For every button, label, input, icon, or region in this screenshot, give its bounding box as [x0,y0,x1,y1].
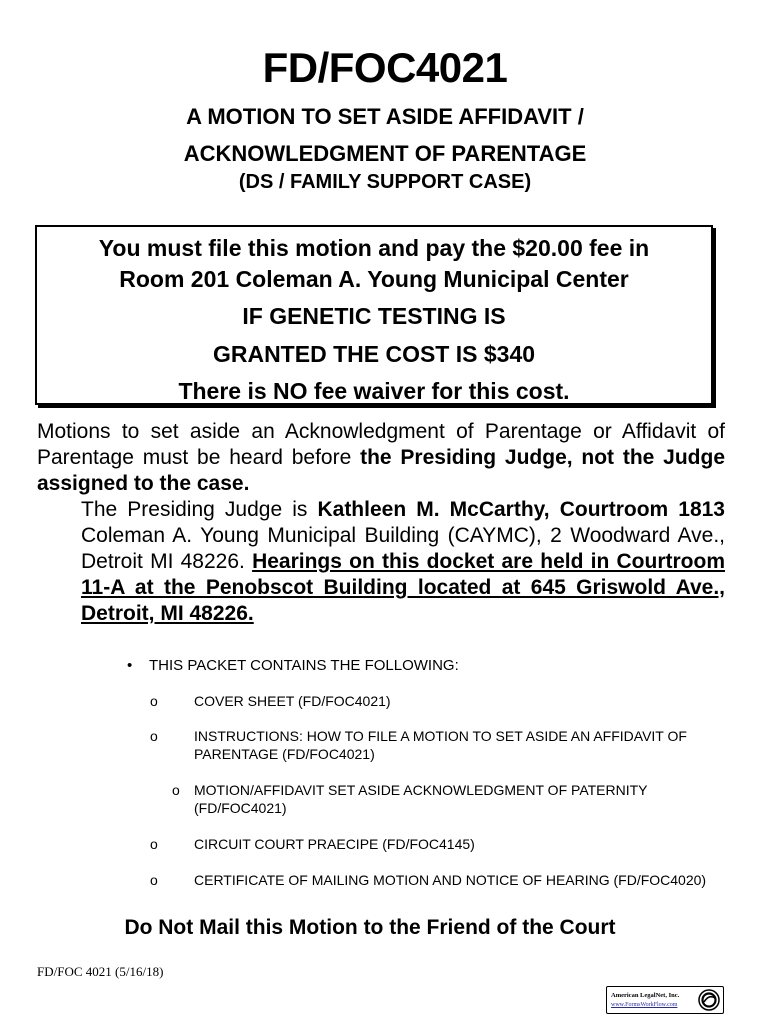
hearing-location: Hearings on this docket are held in Courtroom 11-A at the Penobscot Building located at 645 Griswold Ave., Detroit, MI 48226. [81,550,725,625]
bullet-icon: • [127,657,133,674]
packet-heading-text: THIS PACKET CONTAINS THE FOLLOWING: [149,657,459,674]
title-line-2: ACKNOWLEDGMENT OF PARENTAGE [183,141,587,166]
presiding-judge-paragraph [37,419,725,497]
circle-bullet-icon: o [150,836,158,852]
notice-line-1: You must file this motion and pay the $20.00 fee in [98,235,650,261]
judge-name-courtroom: Kathleen M. McCarthy, Courtroom 1813 [317,498,725,521]
form-revision: FD/FOC 4021 (5/16/18) [37,964,164,979]
publisher-url[interactable]: www.FormsWorkFlow.com [611,1002,678,1008]
notice-line-2: Room 201 Coleman A. Young Municipal Center [119,266,629,292]
fee-notice-box [35,225,713,405]
publisher-stamp [606,986,724,1014]
circle-bullet-icon: o [172,782,180,798]
form-code-title: FD/FOC4021 [262,44,508,91]
paragraph2-part3: Coleman A. Young Municipal Building (CAYMC), 2 Woodward Ave., Detroit MI 48226. [81,524,725,573]
notice-line-4: GRANTED THE COST IS $340 [212,341,536,367]
list-item-text: INSTRUCTIONS: HOW TO FILE A MOTION TO SET ASIDE AN AFFIDAVIT OF PARENTAGE (FD/FOC4021) [194,728,687,762]
list-item-text: MOTION/AFFIDAVIT SET ASIDE ACKNOWLEDGMENT OF PATERNITY (FD/FOC4021) [194,782,648,816]
publisher-name: American LegalNet, Inc. [611,992,680,999]
judge-location-paragraph [81,497,725,627]
notice-line-5: There is NO fee waiver for this cost. [178,378,570,404]
circle-bullet-icon: o [150,872,158,888]
do-not-mail-warning: Do Not Mail this Motion to the Friend of the Court [124,916,616,939]
paragraph2-part1: The Presiding Judge is [81,498,318,521]
circle-bullet-icon: o [150,693,158,709]
publisher-logo-icon [698,989,720,1011]
title-line-1: A MOTION TO SET ASIDE AFFIDAVIT / [186,104,584,129]
paragraph1-bold: the Presiding Judge, not the Judge assigned to the case. [37,446,726,495]
list-item-text: COVER SHEET (FD/FOC4021) [194,693,391,709]
circle-bullet-icon: o [150,728,158,744]
paragraph1-normal: Motions to set aside an Acknowledgment of Parentage or Affidavit of Parentage must be heard before [37,420,725,469]
list-item-text: CERTIFICATE OF MAILING MOTION AND NOTICE OF HEARING (FD/FOC4020) [194,872,707,888]
notice-line-3: IF GENETIC TESTING IS [242,303,506,329]
list-item-text: CIRCUIT COURT PRAECIPE (FD/FOC4145) [194,836,475,852]
title-line-3: (DS / FAMILY SUPPORT CASE) [238,171,532,193]
